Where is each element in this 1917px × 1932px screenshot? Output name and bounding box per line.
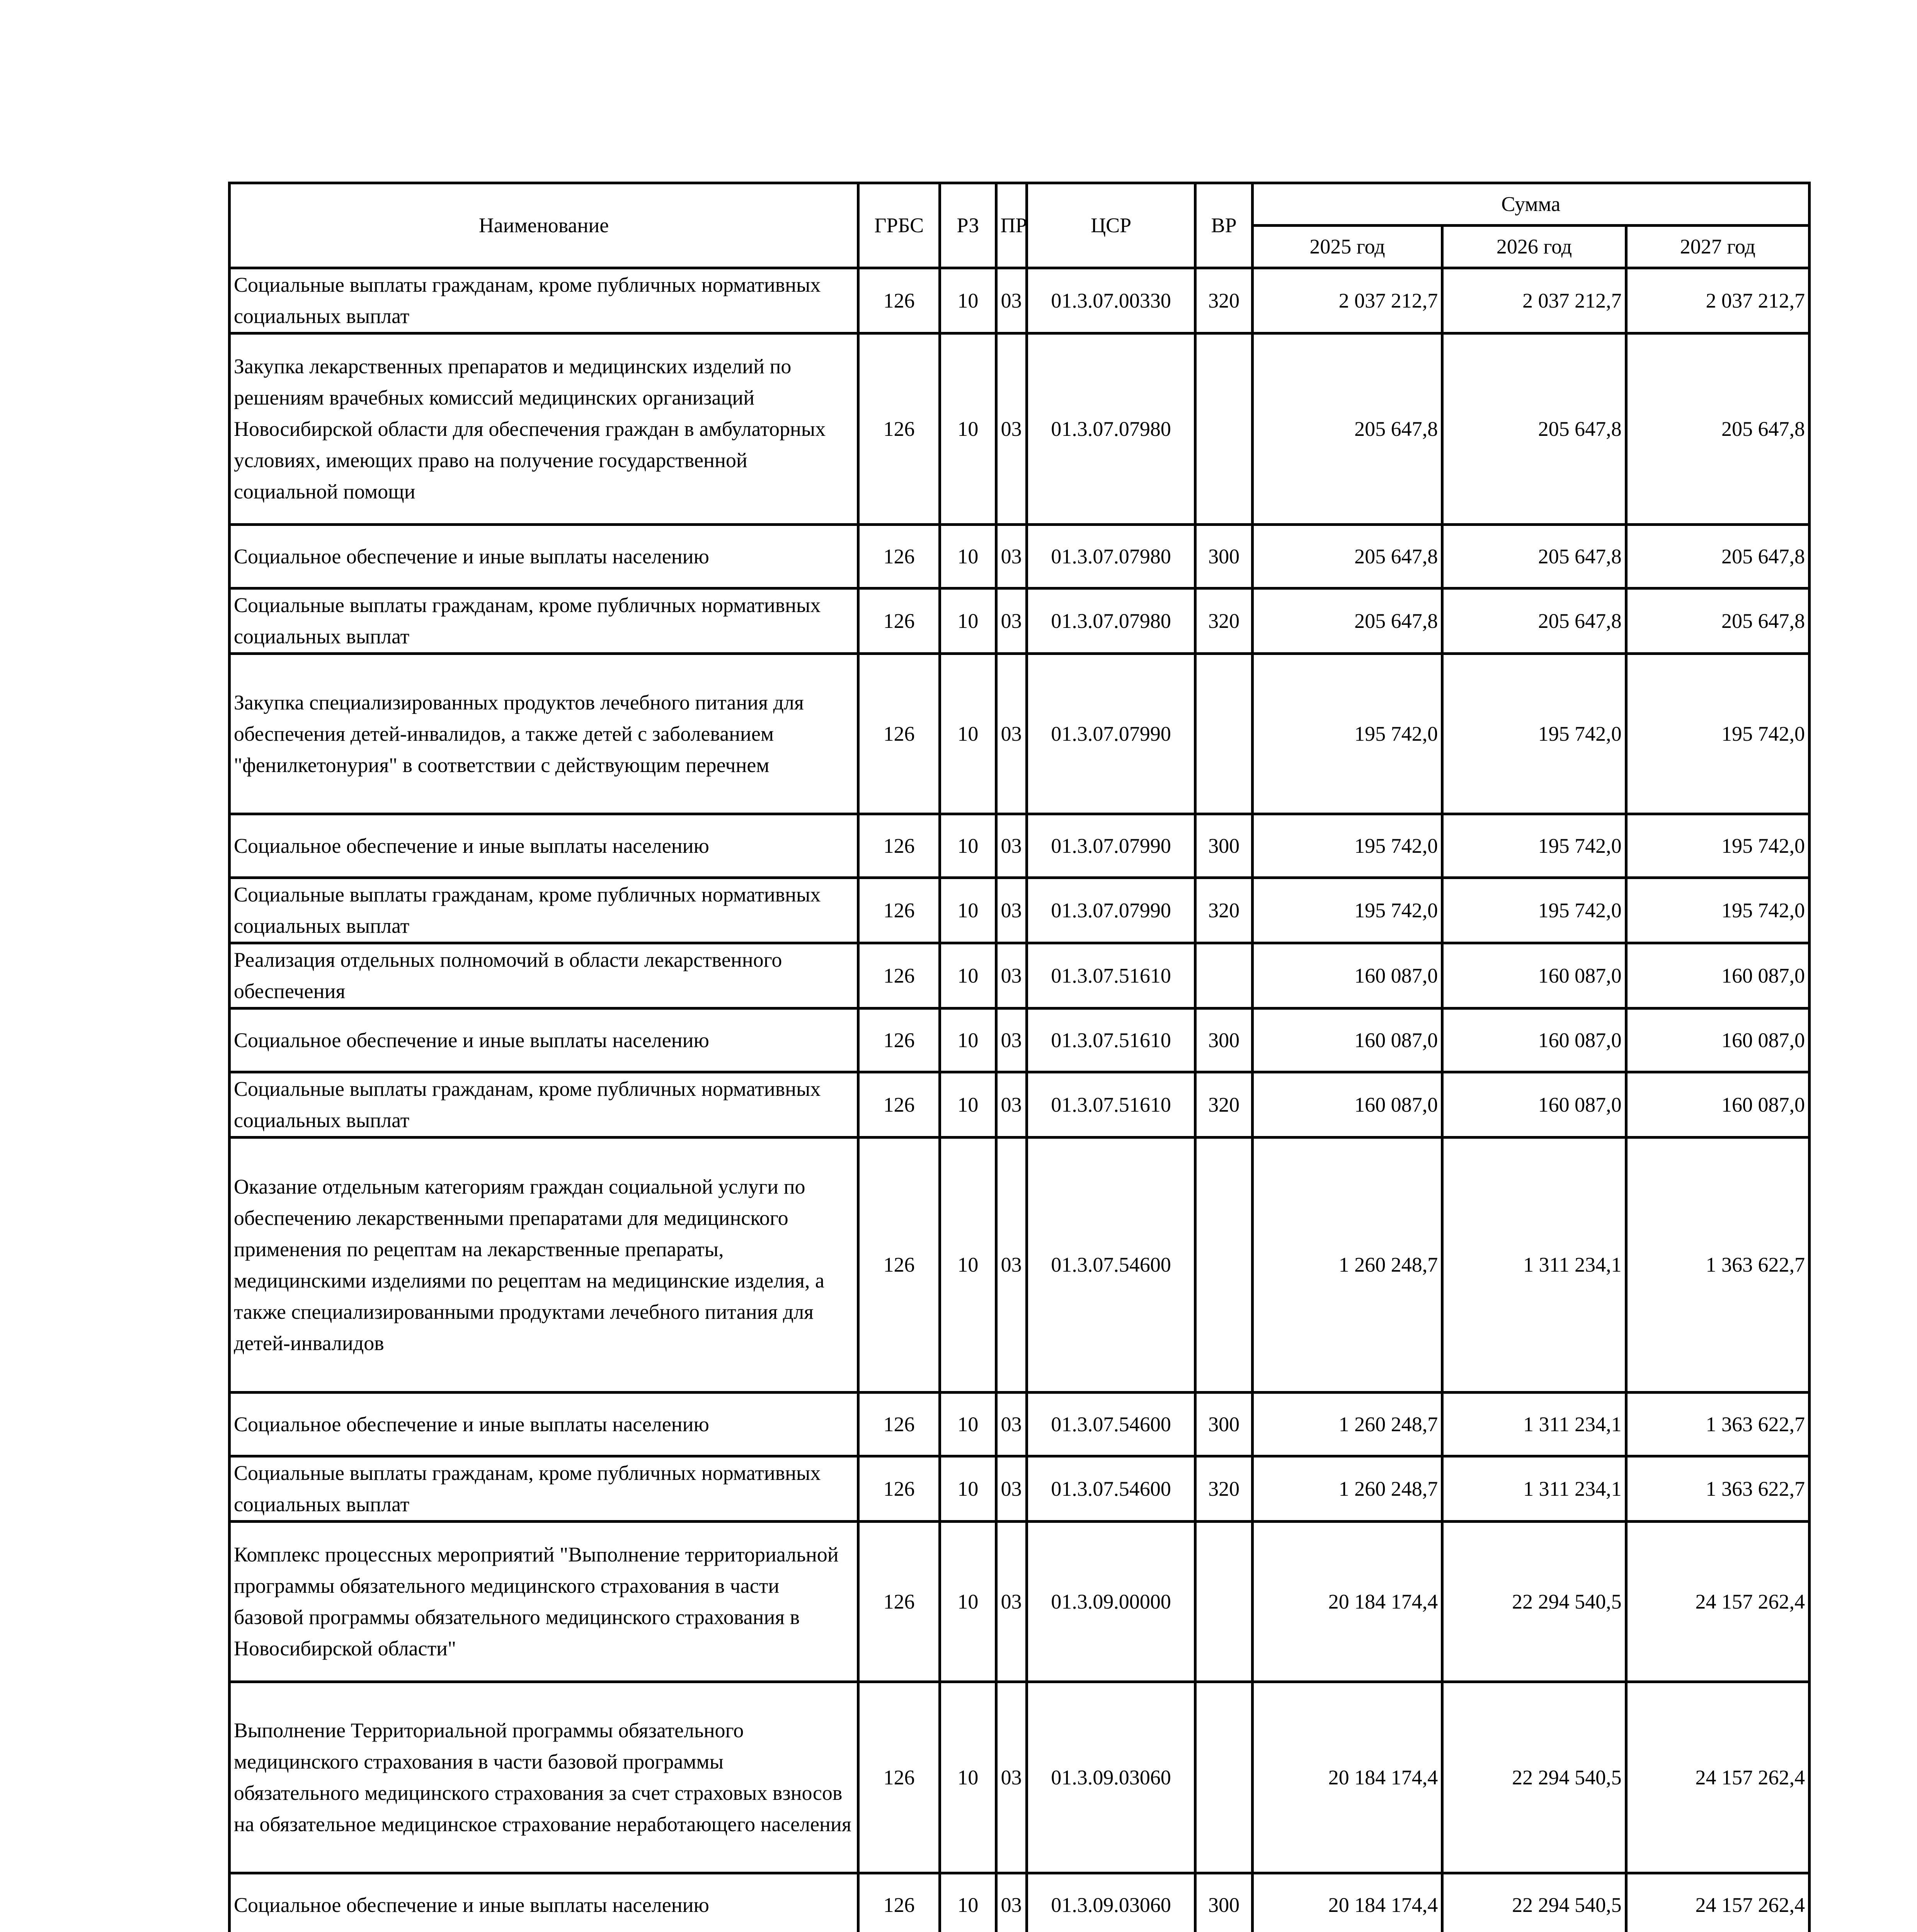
- row-sum-2027: 195 742,0: [1626, 878, 1809, 943]
- row-pr: 03: [996, 525, 1027, 588]
- row-sum-2025: 1 260 248,7: [1252, 1456, 1442, 1522]
- row-sum-2025: 160 087,0: [1252, 1009, 1442, 1072]
- table-row: [230, 1138, 1810, 1393]
- row-rz: 10: [940, 588, 996, 654]
- row-rz: 10: [940, 1873, 996, 1932]
- row-vr: 320: [1195, 878, 1252, 943]
- table-row: [230, 525, 1810, 588]
- row-csr: 01.3.07.00330: [1027, 268, 1195, 333]
- row-vr: 300: [1195, 814, 1252, 878]
- row-name: Социальные выплаты гражданам, кроме публичных нормативных социальных выплат: [230, 1072, 858, 1138]
- row-name: Социальные выплаты гражданам, кроме публичных нормативных социальных выплат: [230, 878, 858, 943]
- row-grbs: 126: [858, 654, 940, 814]
- row-vr: 320: [1195, 1456, 1252, 1522]
- row-sum-2027: 205 647,8: [1626, 525, 1809, 588]
- table-row: [230, 268, 1810, 333]
- row-sum-2027: 1 363 622,7: [1626, 1393, 1809, 1456]
- row-name: Социальное обеспечение и иные выплаты населению: [230, 525, 858, 588]
- row-sum-2026: 205 647,8: [1442, 588, 1626, 654]
- row-sum-2027: 195 742,0: [1626, 814, 1809, 878]
- row-rz: 10: [940, 268, 996, 333]
- row-grbs: 126: [858, 268, 940, 333]
- row-grbs: 126: [858, 1072, 940, 1138]
- row-pr: 03: [996, 1522, 1027, 1682]
- table-row: [230, 654, 1810, 814]
- row-vr: 300: [1195, 1873, 1252, 1932]
- row-sum-2025: 205 647,8: [1252, 588, 1442, 654]
- row-sum-2025: 20 184 174,4: [1252, 1873, 1442, 1932]
- row-sum-2025: 205 647,8: [1252, 333, 1442, 525]
- row-pr: 03: [996, 1456, 1027, 1522]
- row-grbs: 126: [858, 1138, 940, 1393]
- table-row: [230, 1072, 1810, 1138]
- row-vr: [1195, 654, 1252, 814]
- row-vr: 300: [1195, 525, 1252, 588]
- row-rz: 10: [940, 1456, 996, 1522]
- row-pr: 03: [996, 268, 1027, 333]
- row-pr: 03: [996, 588, 1027, 654]
- row-sum-2026: 160 087,0: [1442, 1009, 1626, 1072]
- row-sum-2027: 205 647,8: [1626, 333, 1809, 525]
- header-grbs: ГРБС: [858, 183, 940, 268]
- row-csr: 01.3.09.03060: [1027, 1873, 1195, 1932]
- row-name: Выполнение Территориальной программы обязательного медицинского страхования в части базовой программы обязательного медицинского страхования за счет страховых взносов на обязательное медицинское страхование неработающего населения: [230, 1682, 858, 1873]
- row-sum-2027: 1 363 622,7: [1626, 1456, 1809, 1522]
- row-sum-2026: 195 742,0: [1442, 878, 1626, 943]
- table-row: [230, 814, 1810, 878]
- row-grbs: 126: [858, 1393, 940, 1456]
- row-sum-2027: 160 087,0: [1626, 1072, 1809, 1138]
- table-row: [230, 1393, 1810, 1456]
- header-rz: РЗ: [940, 183, 996, 268]
- table-row: [230, 1682, 1810, 1873]
- row-name: Закупка специализированных продуктов лечебного питания для обеспечения детей-инвалидов, а также детей с заболеванием "фенилкетонурия" в соответствии с действующим перечнем: [230, 654, 858, 814]
- row-name: Закупка лекарственных препаратов и медицинских изделий по решениям врачебных комиссий медицинских организаций Новосибирской области для обеспечения граждан в амбулаторных условиях, имеющих право на получение государственной социальной помощи: [230, 333, 858, 525]
- row-name: Социальное обеспечение и иные выплаты населению: [230, 1393, 858, 1456]
- header-year-2027: 2027 год: [1626, 226, 1809, 268]
- row-sum-2026: 205 647,8: [1442, 333, 1626, 525]
- budget-table: [228, 182, 1811, 1932]
- row-name: Социальные выплаты гражданам, кроме публичных нормативных социальных выплат: [230, 268, 858, 333]
- row-vr: [1195, 1138, 1252, 1393]
- row-pr: 03: [996, 1072, 1027, 1138]
- row-grbs: 126: [858, 588, 940, 654]
- row-grbs: 126: [858, 1456, 940, 1522]
- row-sum-2025: 205 647,8: [1252, 525, 1442, 588]
- row-sum-2026: 160 087,0: [1442, 1072, 1626, 1138]
- row-csr: 01.3.07.51610: [1027, 1009, 1195, 1072]
- header-pr: ПР: [996, 183, 1027, 268]
- row-sum-2025: 160 087,0: [1252, 1072, 1442, 1138]
- header-name: Наименование: [230, 183, 858, 268]
- row-sum-2025: 2 037 212,7: [1252, 268, 1442, 333]
- row-pr: 03: [996, 1873, 1027, 1932]
- row-sum-2026: 1 311 234,1: [1442, 1393, 1626, 1456]
- row-sum-2026: 195 742,0: [1442, 814, 1626, 878]
- row-pr: 03: [996, 1009, 1027, 1072]
- row-pr: 03: [996, 1393, 1027, 1456]
- table-body: [230, 268, 1810, 1932]
- table-row: [230, 333, 1810, 525]
- row-csr: 01.3.07.07980: [1027, 333, 1195, 525]
- row-csr: 01.3.07.07990: [1027, 654, 1195, 814]
- row-sum-2025: 20 184 174,4: [1252, 1682, 1442, 1873]
- row-grbs: 126: [858, 814, 940, 878]
- table-row: [230, 878, 1810, 943]
- row-sum-2026: 22 294 540,5: [1442, 1522, 1626, 1682]
- row-sum-2026: 22 294 540,5: [1442, 1873, 1626, 1932]
- row-sum-2025: 1 260 248,7: [1252, 1393, 1442, 1456]
- row-sum-2025: 1 260 248,7: [1252, 1138, 1442, 1393]
- row-csr: 01.3.07.51610: [1027, 943, 1195, 1009]
- row-rz: 10: [940, 943, 996, 1009]
- row-rz: 10: [940, 1682, 996, 1873]
- table-row: [230, 943, 1810, 1009]
- row-rz: 10: [940, 1393, 996, 1456]
- table-header: [230, 183, 1810, 268]
- row-vr: [1195, 1682, 1252, 1873]
- row-pr: 03: [996, 333, 1027, 525]
- row-rz: 10: [940, 333, 996, 525]
- header-year-2025: 2025 год: [1252, 226, 1442, 268]
- header-vr: ВР: [1195, 183, 1252, 268]
- row-name: Комплекс процессных мероприятий "Выполнение территориальной программы обязательного медицинского страхования в части базовой программы обязательного медицинского страхования в Новосибирской области": [230, 1522, 858, 1682]
- row-grbs: 126: [858, 943, 940, 1009]
- row-name: Реализация отдельных полномочий в области лекарственного обеспечения: [230, 943, 858, 1009]
- row-rz: 10: [940, 1009, 996, 1072]
- header-csr: ЦСР: [1027, 183, 1195, 268]
- row-csr: 01.3.07.07990: [1027, 878, 1195, 943]
- table-row: [230, 1009, 1810, 1072]
- row-sum-2025: 195 742,0: [1252, 814, 1442, 878]
- row-rz: 10: [940, 654, 996, 814]
- row-name: Социальное обеспечение и иные выплаты населению: [230, 1873, 858, 1932]
- row-rz: 10: [940, 525, 996, 588]
- row-sum-2026: 205 647,8: [1442, 525, 1626, 588]
- row-grbs: 126: [858, 878, 940, 943]
- row-rz: 10: [940, 1138, 996, 1393]
- row-rz: 10: [940, 814, 996, 878]
- row-name: Социальные выплаты гражданам, кроме публичных нормативных социальных выплат: [230, 1456, 858, 1522]
- row-name: Социальные выплаты гражданам, кроме публичных нормативных социальных выплат: [230, 588, 858, 654]
- row-rz: 10: [940, 878, 996, 943]
- row-sum-2027: 195 742,0: [1626, 654, 1809, 814]
- row-csr: 01.3.07.54600: [1027, 1138, 1195, 1393]
- row-name: Оказание отдельным категориям граждан социальной услуги по обеспечению лекарственными препаратами для медицинского применения по рецептам на лекарственные препараты, медицинскими изделиями по рецептам на медицинские изделия, а также специализированными продуктами лечебного питания для детей-инвалидов: [230, 1138, 858, 1393]
- row-csr: 01.3.07.07980: [1027, 588, 1195, 654]
- row-vr: [1195, 943, 1252, 1009]
- header-sum: Сумма: [1252, 183, 1809, 226]
- row-csr: 01.3.07.07990: [1027, 814, 1195, 878]
- row-sum-2027: 160 087,0: [1626, 1009, 1809, 1072]
- row-sum-2026: 195 742,0: [1442, 654, 1626, 814]
- row-csr: 01.3.07.51610: [1027, 1072, 1195, 1138]
- row-pr: 03: [996, 1682, 1027, 1873]
- row-sum-2026: 22 294 540,5: [1442, 1682, 1626, 1873]
- table-row: [230, 588, 1810, 654]
- row-sum-2026: 1 311 234,1: [1442, 1138, 1626, 1393]
- row-vr: 320: [1195, 268, 1252, 333]
- row-sum-2027: 160 087,0: [1626, 943, 1809, 1009]
- row-grbs: 126: [858, 333, 940, 525]
- row-sum-2026: 1 311 234,1: [1442, 1456, 1626, 1522]
- row-name: Социальное обеспечение и иные выплаты населению: [230, 1009, 858, 1072]
- row-pr: 03: [996, 1138, 1027, 1393]
- row-pr: 03: [996, 654, 1027, 814]
- table-row: [230, 1873, 1810, 1932]
- table-row: [230, 1456, 1810, 1522]
- row-grbs: 126: [858, 1522, 940, 1682]
- table-row: [230, 1522, 1810, 1682]
- row-sum-2025: 195 742,0: [1252, 878, 1442, 943]
- row-csr: 01.3.07.07980: [1027, 525, 1195, 588]
- row-csr: 01.3.09.03060: [1027, 1682, 1195, 1873]
- row-sum-2027: 24 157 262,4: [1626, 1682, 1809, 1873]
- row-csr: 01.3.07.54600: [1027, 1393, 1195, 1456]
- row-sum-2027: 24 157 262,4: [1626, 1873, 1809, 1932]
- row-vr: 320: [1195, 1072, 1252, 1138]
- row-sum-2026: 2 037 212,7: [1442, 268, 1626, 333]
- row-csr: 01.3.09.00000: [1027, 1522, 1195, 1682]
- header-year-2026: 2026 год: [1442, 226, 1626, 268]
- row-grbs: 126: [858, 525, 940, 588]
- row-sum-2025: 195 742,0: [1252, 654, 1442, 814]
- row-sum-2025: 20 184 174,4: [1252, 1522, 1442, 1682]
- row-rz: 10: [940, 1072, 996, 1138]
- row-sum-2027: 1 363 622,7: [1626, 1138, 1809, 1393]
- row-sum-2027: 205 647,8: [1626, 588, 1809, 654]
- row-sum-2026: 160 087,0: [1442, 943, 1626, 1009]
- row-rz: 10: [940, 1522, 996, 1682]
- row-vr: 300: [1195, 1393, 1252, 1456]
- row-vr: 320: [1195, 588, 1252, 654]
- row-sum-2027: 24 157 262,4: [1626, 1522, 1809, 1682]
- row-pr: 03: [996, 943, 1027, 1009]
- row-csr: 01.3.07.54600: [1027, 1456, 1195, 1522]
- row-grbs: 126: [858, 1873, 940, 1932]
- row-pr: 03: [996, 878, 1027, 943]
- row-vr: 300: [1195, 1009, 1252, 1072]
- row-vr: [1195, 1522, 1252, 1682]
- row-grbs: 126: [858, 1009, 940, 1072]
- row-vr: [1195, 333, 1252, 525]
- row-grbs: 126: [858, 1682, 940, 1873]
- row-name: Социальное обеспечение и иные выплаты населению: [230, 814, 858, 878]
- row-pr: 03: [996, 814, 1027, 878]
- row-sum-2027: 2 037 212,7: [1626, 268, 1809, 333]
- row-sum-2025: 160 087,0: [1252, 943, 1442, 1009]
